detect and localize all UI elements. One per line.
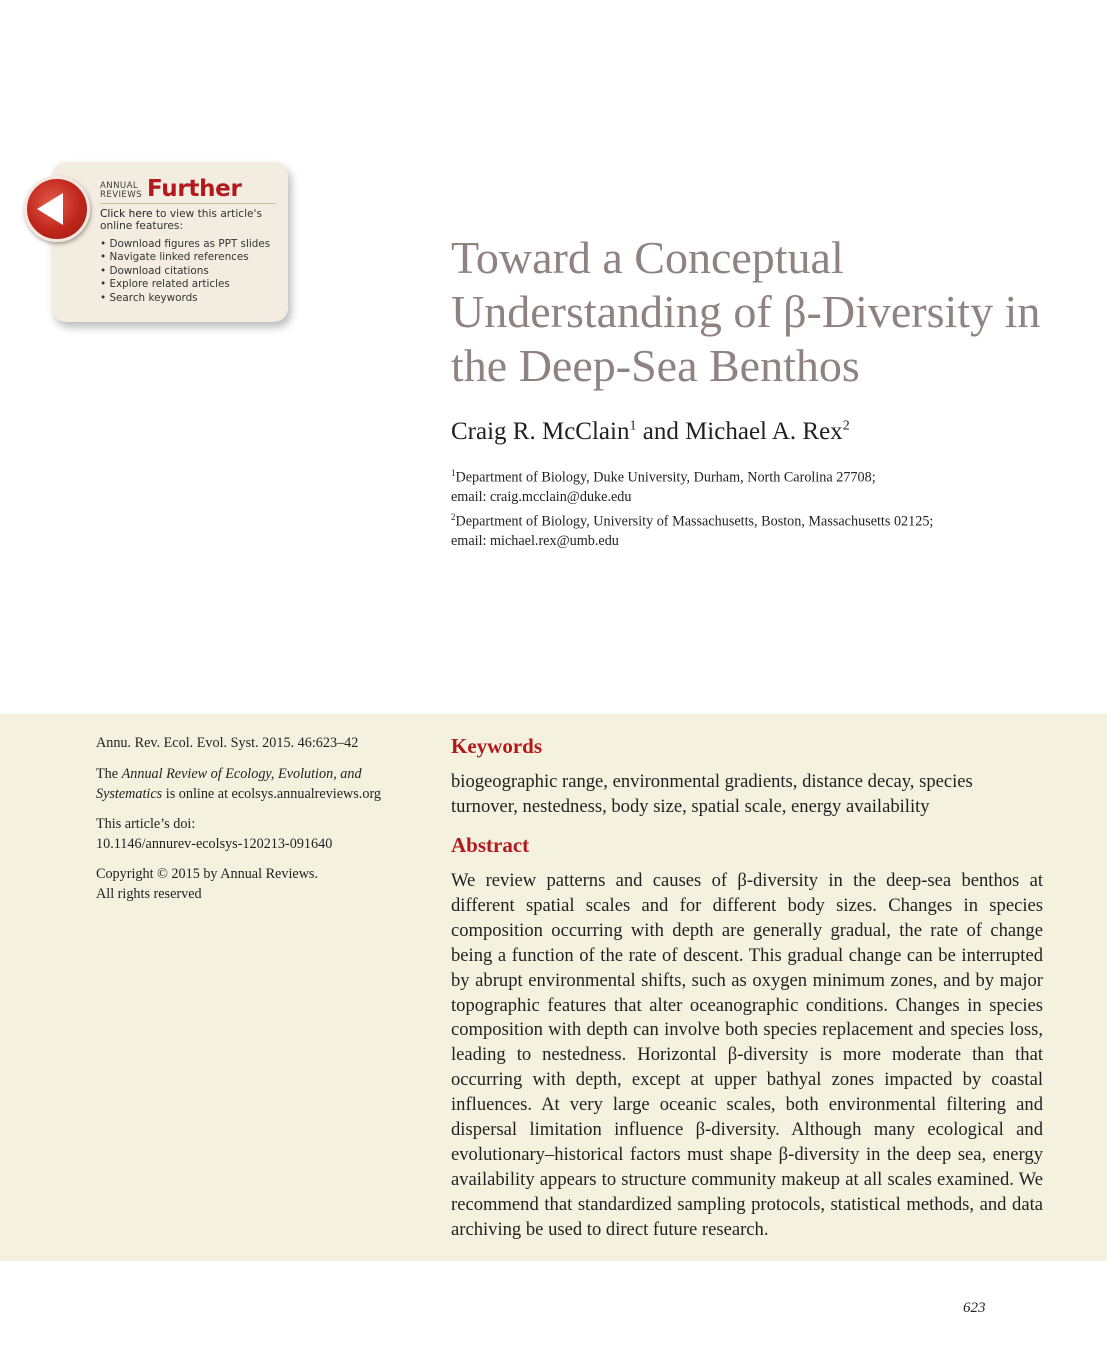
author-1-sup: 1 [629, 418, 637, 434]
further-intro [100, 208, 288, 232]
doi-block [96, 815, 416, 854]
journal-name: Annual Review of Ecology, Evolution, and Systematics [96, 766, 362, 802]
affiliation-sup: 2 [451, 512, 456, 522]
keywords-heading: Keywords [451, 734, 542, 758]
list-item[interactable]: • Explore related articles [100, 278, 288, 291]
copyright: Copyright © 2015 by Annual Reviews. [96, 866, 319, 882]
abstract-heading: Abstract [451, 833, 530, 857]
list-item[interactable]: • Download citations [100, 265, 288, 278]
further-panel[interactable] [52, 162, 288, 322]
logo-reviews: REVIEWS [100, 190, 142, 200]
author-2: Michael A. Rex [685, 418, 843, 445]
back-arrow-icon[interactable] [24, 176, 90, 242]
copyright-block [96, 865, 416, 904]
further-intro-text: to view this article's online features: [100, 208, 262, 232]
affiliation-sup: 1 [451, 468, 456, 478]
affiliation-line: Department of Biology, Duke University, Durham, North Carolina 27708; [455, 469, 876, 486]
page-number: 623 [963, 1300, 986, 1316]
online-suffix: is online at ecolsys.annualreviews.org [162, 785, 382, 802]
doi-value[interactable]: 10.1146/annurev-ecolsys-120213-091640 [96, 835, 333, 852]
list-item[interactable]: • Download figures as PPT slides [100, 238, 288, 251]
online-prefix: The [96, 766, 122, 782]
author-2-sup: 2 [842, 418, 850, 434]
abstract-text: We review patterns and causes of β-diversity in the deep-sea benthos at different spatial scales and for different body sizes. Changes in species composition occurring with depth are generally gradual, the rate of change being a function of the rate of descent. This gradual change can be interrupted by abrupt environmental shifts, such as oxygen minimum zones, and by major topographic features that alter oceanographic conditions. Changes in species composition with depth can involve both species replacement and species loss, leading to nestedness. Horizontal β-diversity is more moderate than that occurring with depth, except at upper bathyal zones impacted by coastal influences. At very large oceanic scales, both environmental filtering and dispersal limitation influence β-diversity. Although many ecological and evolutionary–historical factors must shape β-diversity in the deep sea, energy availability appears to structure community makeup at all scales examined. We recommend that standardized sampling protocols, statistical methods, and data archiving be used to direct future research. [451, 870, 1043, 1240]
logo-further: Further [147, 176, 242, 202]
author-1: Craig R. McClain [451, 418, 630, 445]
affiliation-email[interactable]: email: craig.mcclain@duke.edu [451, 488, 632, 505]
divider [100, 203, 276, 204]
logo-annual: ANNUAL [100, 181, 139, 191]
list-item[interactable]: • Navigate linked references [100, 251, 288, 264]
triangle-left-icon [27, 179, 87, 239]
authors [451, 418, 850, 446]
list-item[interactable]: • Search keywords [100, 292, 288, 305]
article-title: Toward a Conceptual Understanding of β-Diversity in the Deep-Sea Benthos [451, 232, 1041, 391]
affiliation-email[interactable]: email: michael.rex@umb.edu [451, 532, 619, 549]
affiliation-line: Department of Biology, University of Massachusetts, Boston, Massachusetts 02125; [455, 513, 934, 530]
authors-and: and [636, 418, 686, 445]
annual-reviews-logo [100, 178, 288, 200]
citation: Annu. Rev. Ecol. Evol. Syst. 2015. 46:623–42 [96, 735, 359, 751]
online-note [96, 765, 416, 804]
click-here-link[interactable]: Click here [100, 208, 153, 220]
doi-label: This article’s doi: [96, 816, 196, 832]
rights: All rights reserved [96, 885, 202, 902]
affiliation-1 [451, 464, 1071, 507]
affiliation-2 [451, 508, 1071, 551]
keywords-text: biogeographic range, environmental gradients, distance decay, species turnover, nestedness, body size, spatial scale, energy availability [451, 771, 973, 817]
features-list [100, 238, 288, 305]
